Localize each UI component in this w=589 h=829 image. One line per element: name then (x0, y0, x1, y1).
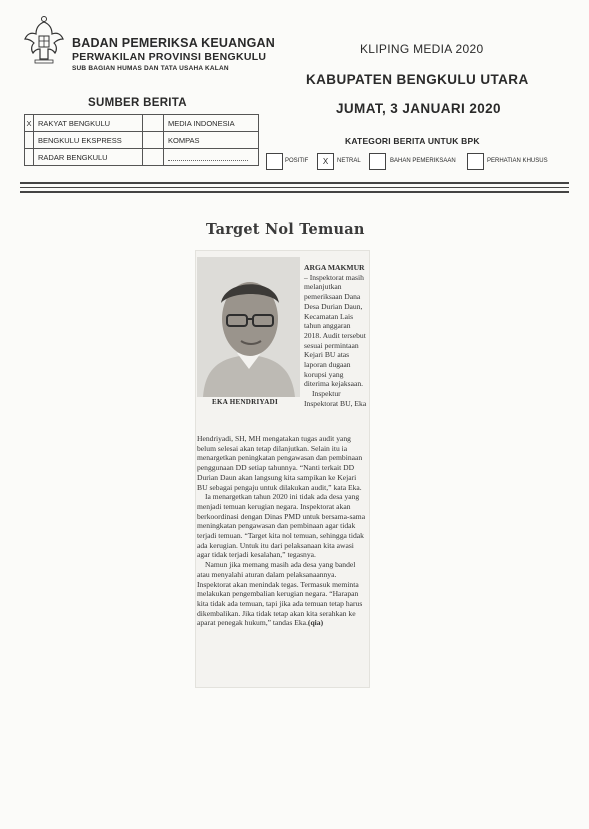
source-name: KOMPAS (164, 132, 259, 149)
article-paragraph: Ia menargetkan tahun 2020 ini tidak ada desa yang menjadi temuan kerugian negara. Inspektorat akan berkoordinasi dengan Dinas PMD untuk bersama-sama meningkatan pengawasan dan pembinaan agar tidak terjadi temuan. “Target kita nol temuan, sehingga tidak ada kerugian. Untuk itu dari pelaksanaan kita awasi agar tidak terjadi kesalahan,” tegasnya. (197, 492, 366, 560)
person-portrait-icon (197, 257, 300, 397)
source-name: RAKYAT BENGKULU (34, 115, 143, 132)
org-branch: PERWAKILAN PROVINSI BENGKULU (72, 51, 267, 63)
source-row (25, 149, 259, 166)
source-name: BENGKULU EKSPRESS (34, 132, 143, 149)
photo-caption: EKA HENDRIYADI (212, 398, 278, 406)
source-name: MEDIA INDONESIA (164, 115, 259, 132)
positif-checkbox[interactable] (266, 153, 283, 170)
article-paragraph: Inspektur Inspektorat BU, Eka (304, 389, 367, 408)
kategori-title: KATEGORI BERITA UNTUK BPK (345, 136, 480, 146)
source-row (25, 115, 259, 132)
netral-checkbox[interactable]: X (317, 153, 334, 170)
region-title: KABUPATEN BENGKULU UTARA (306, 72, 529, 87)
article-column-right (304, 263, 368, 409)
source-name: RADAR BENGKULU (34, 149, 143, 166)
publication-date: JUMAT, 3 JANUARI 2020 (336, 101, 501, 116)
source-mark (25, 149, 34, 166)
positif-label: POSITIF (285, 158, 309, 164)
portrait-photo (197, 257, 300, 397)
source-mark (25, 132, 34, 149)
garuda-emblem-icon (22, 14, 66, 66)
article-body (197, 434, 367, 628)
source-mark (143, 149, 164, 166)
article-headline: Target Nol Temuan (206, 221, 365, 238)
article-paragraph: Hendriyadi, SH, MH mengatakan tugas audit yang belum selesai akan tetap dilanjutkan. Selain itu ia menargetkan peningkatan pengawasan dan pembinaan penggunaan DD setiap tahunnya. “Nanti terkait DD Durian Daun akan langsung kita sampikan ke Kejari BU sebagai pengaju untuk dilakukan audit,” kata Eka. (197, 434, 363, 492)
source-mark (143, 115, 164, 132)
source-row (25, 132, 259, 149)
article-paragraph: Namun jika memang masih ada desa yang bandel atau menyalahi aturan dalam pelaksanaannya. Inspektorat akan menindak tegas. Termasuk meminta melakukan pengembalian kerugian negara. “Harapan kita tidak ada temuan, tapi jika ada temuan tetap harus dikembalikan. Jika tidak tetap akan kita serahkan ke aparat penegak hukum,” tandas Eka. (197, 560, 363, 628)
kliping-title: KLIPING MEDIA 2020 (360, 42, 484, 56)
bahan-pemeriksaan-checkbox[interactable] (369, 153, 386, 170)
divider-rule (20, 187, 569, 188)
netral-label: NETRAL (337, 158, 361, 164)
source-other-blank (164, 149, 259, 166)
source-mark (143, 132, 164, 149)
sumber-berita-title: SUMBER BERITA (88, 97, 187, 109)
perhatian-khusus-checkbox[interactable] (467, 153, 484, 170)
org-subdivision: SUB BAGIAN HUMAS DAN TATA USAHA KALAN (72, 65, 229, 72)
source-table (24, 114, 259, 166)
bahan-pemeriksaan-label: BAHAN PEMERIKSAAN (390, 158, 456, 164)
article-intro: – Inspektorat masih melanjutkan pemeriksaan Dana Desa Durian Daun, Kecamatan Lais tahun anggaran 2018. Audit tersebut sesuai permintaan Kejari BU atas laporan dugaan korupsi yang diterima kejaksaan. (304, 272, 366, 389)
divider-rule (20, 191, 569, 193)
divider-rule (20, 182, 569, 184)
org-name: BADAN PEMERIKSA KEUANGAN (72, 36, 275, 50)
article-lead: ARGA MAKMUR (304, 263, 365, 272)
perhatian-khusus-label: PERHATIAN KHUSUS (487, 158, 548, 164)
source-mark: X (25, 115, 34, 132)
article-signature: (qia) (307, 618, 324, 628)
dotted-line (168, 152, 248, 161)
